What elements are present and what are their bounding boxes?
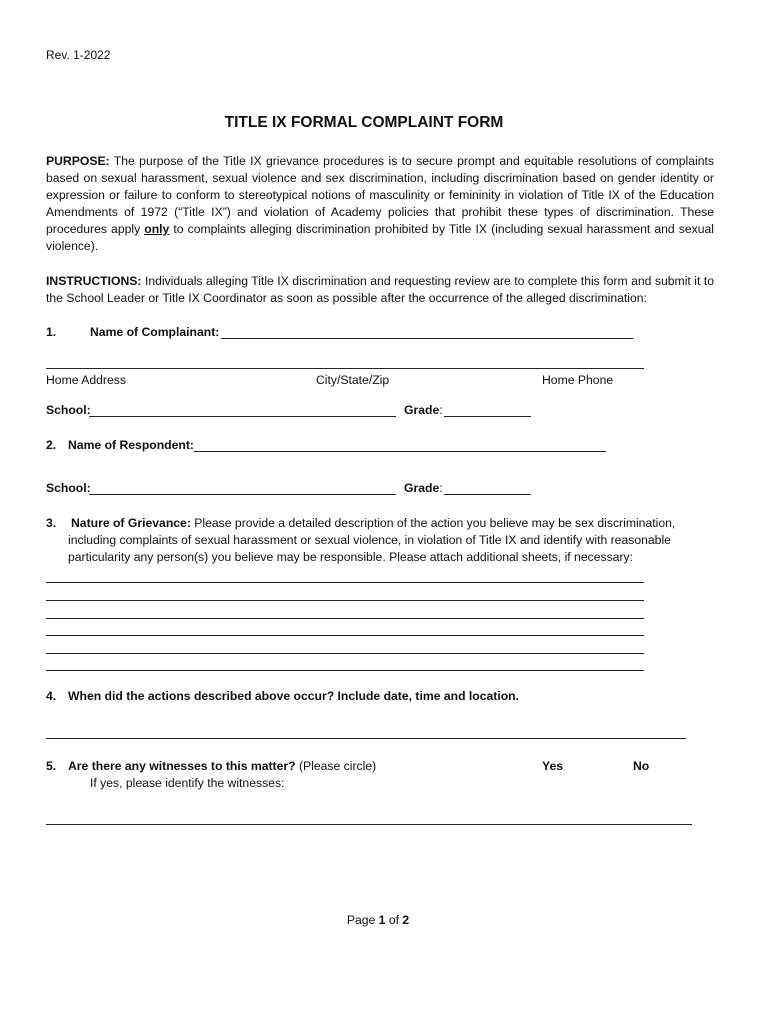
- q5-label: Are there any witnesses to this matter?: [68, 759, 296, 773]
- grievance-line-field[interactable]: [46, 670, 644, 671]
- q2-grade-label-wrap: [404, 480, 443, 497]
- witness-no-option[interactable]: No: [633, 759, 650, 773]
- q4-label: When did the actions described above occur? Include date, time and location.: [68, 689, 520, 703]
- form-title: TITLE IX FORMAL COMPLAINT FORM: [224, 114, 504, 131]
- q3-line-1: [71, 515, 675, 532]
- occurrence-details-field[interactable]: [46, 738, 686, 739]
- q1-school-label: School:: [46, 403, 91, 417]
- purpose-paragraph: [46, 153, 714, 255]
- q2-grade-field[interactable]: [444, 494, 531, 495]
- grievance-line-field[interactable]: [46, 618, 644, 619]
- q3-text-2: including complaints of sexual harassment or sexual violence, in violation of Title IX and identify with reasonable: [68, 533, 671, 547]
- instructions-label: INSTRUCTIONS:: [46, 274, 142, 288]
- q5-line: [68, 758, 376, 775]
- q1-grade-label-wrap: [404, 402, 443, 419]
- of-word: of: [385, 913, 403, 927]
- purpose-label: PURPOSE:: [46, 154, 110, 168]
- q5-number: 5.: [46, 759, 57, 773]
- grievance-line-field[interactable]: [46, 582, 644, 583]
- q5-followup: If yes, please identify the witnesses:: [90, 776, 285, 790]
- complainant-name-field[interactable]: [221, 338, 633, 339]
- address-line-field[interactable]: [46, 368, 644, 369]
- q3-text-1: Please provide a detailed description of the action you believe may be sex discrimination,: [190, 516, 676, 530]
- city-state-zip-label: City/State/Zip: [316, 373, 390, 387]
- page-footer: [0, 912, 756, 929]
- q5-note: (Please circle): [295, 759, 377, 773]
- q2-grade-label: Grade: [404, 481, 440, 495]
- q2-grade-colon: :: [439, 481, 443, 495]
- witness-yes-option[interactable]: Yes: [542, 759, 564, 773]
- q2-school-field[interactable]: [89, 494, 396, 495]
- q1-grade-field[interactable]: [444, 416, 531, 417]
- q1-school-field[interactable]: [89, 416, 396, 417]
- page-word: Page: [346, 913, 379, 927]
- instructions-text: Individuals alleging Title IX discrimination and requesting review are to complete this form and submit it to the School Leader or Title IX Coordinator as soon as possible after the occurrence of the alleged discrimination:: [46, 274, 714, 305]
- q1-grade-colon: :: [439, 403, 443, 417]
- home-phone-label: Home Phone: [542, 373, 614, 387]
- purpose-text-2: to complaints alleging discrimination prohibited by Title IX (including sexual harassment and sexual violence).: [46, 222, 714, 253]
- page-number: 1: [378, 913, 386, 927]
- q3-number: 3.: [46, 516, 57, 530]
- purpose-emphasis: only: [144, 222, 170, 236]
- q2-label: Name of Respondent:: [68, 438, 194, 452]
- q3-label: Nature of Grievance:: [71, 516, 191, 530]
- q1-label: Name of Complainant:: [90, 325, 220, 339]
- revision-label: Rev. 1-2022: [46, 48, 111, 62]
- home-address-label: Home Address: [46, 373, 126, 387]
- grievance-line-field[interactable]: [46, 653, 644, 654]
- q2-number: 2.: [46, 438, 57, 452]
- grievance-line-field[interactable]: [46, 635, 644, 636]
- q3-text-3: particularity any person(s) you believe may be responsible. Please attach additional sheets, if necessary:: [68, 550, 633, 564]
- q2-school-label: School:: [46, 481, 91, 495]
- respondent-name-field[interactable]: [194, 451, 606, 452]
- grievance-line-field[interactable]: [46, 600, 644, 601]
- q1-number: 1.: [46, 325, 57, 339]
- purpose-text-1: The purpose of the Title IX grievance procedures is to secure prompt and equitable resolutions of complaints based on sexual harassment, sexual violence and sex discrimination, including discrimination based on gender identity or expression or failure to conform to stereotypical notions of masculinity or femininity in violation of Title IX of the Education Amendments of 1972 (“Title IX”) and violation of Academy policies that prohibit these types of discrimination. These procedures apply: [46, 154, 714, 236]
- page-total: 2: [402, 913, 410, 927]
- instructions-paragraph: [46, 273, 714, 307]
- q1-grade-label: Grade: [404, 403, 440, 417]
- q4-number: 4.: [46, 689, 57, 703]
- witnesses-field[interactable]: [46, 824, 692, 825]
